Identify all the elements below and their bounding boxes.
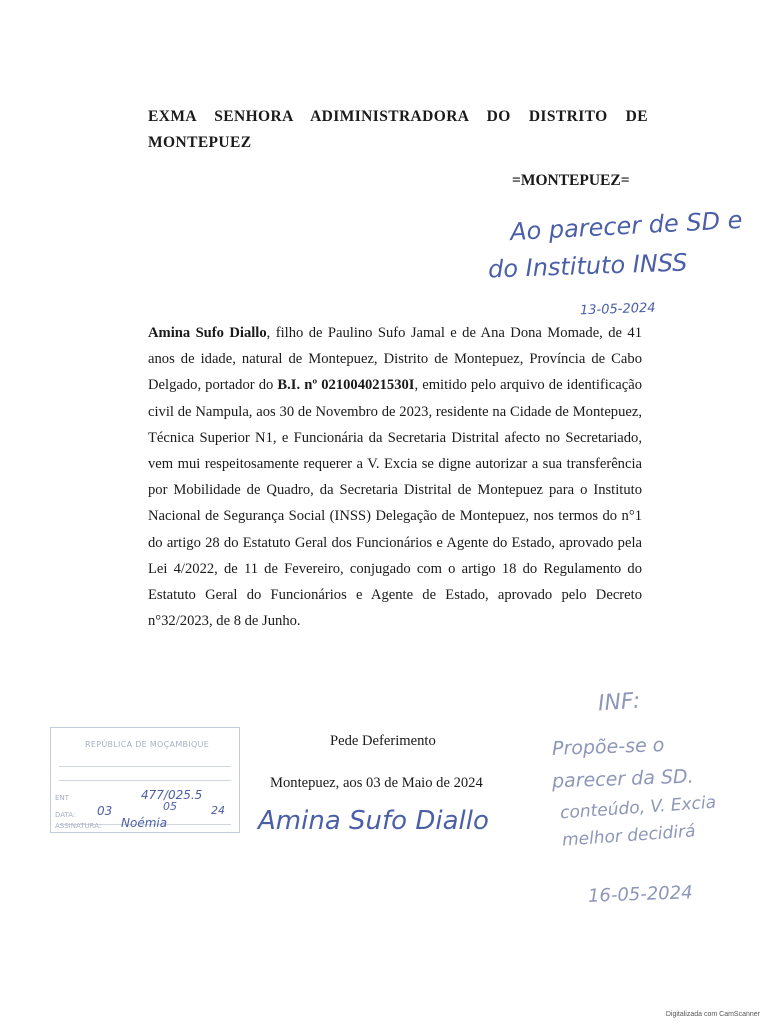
applicant-signature: Amina Sufo Diallo: [258, 806, 489, 836]
stamp-signature: Noémia: [121, 816, 168, 830]
stamp-entry-label: ENT: [55, 794, 69, 802]
stamp-date-label: DATA:: [55, 811, 76, 819]
stamp-signature-label: ASSINATURA:: [55, 822, 102, 830]
id-number: B.I. nº 021004021530I: [277, 377, 415, 394]
stamp-title: REPÚBLICA DE MOÇAMBIQUE: [85, 740, 210, 749]
handwritten-dispatch-date: 13-05-2024: [579, 300, 656, 319]
handwritten-inf-date: 16-05-2024: [587, 882, 693, 907]
date-line: Montepuez, aos 03 de Maio de 2024: [270, 775, 483, 791]
handwritten-inf-line4: melhor decidirá: [561, 821, 697, 851]
handwritten-inf-title: INF:: [597, 688, 642, 717]
stamp-day: 03: [97, 804, 113, 818]
handwritten-dispatch-line1: Ao parecer de SD e: [509, 205, 744, 247]
entry-stamp: [50, 727, 240, 833]
body-part-2: , emitido pelo arquivo de identificação civil de Nampula, aos 30 de Novembro de 2023, residente na Cidade de Montepuez, Técnica Superior N1, e Funcionária da Secretaria Distrital afecto no Secretariado, vem mui respeitosamente requerer a V. Excia se digne autorizar a sua transferência por Mobilidade de Quadro, da Secretaria Distrital de Montepuez para o Instituto Nacional de Segurança Social (INSS) Delegação de Montepuez, nos termos do n°1 do artigo 28 do Estatuto Geral dos Funcionários e Agente do Estado, aprovado pela Lei 4/2022, de 11 de Fevereiro, conjugado com o artigo 18 do Regulamento do Estatuto Geral do Funcionários e Agente de Estado, aprovado pelo Decreto n°32/2023, de 8 de Junho.: [148, 377, 643, 630]
scanner-footer: Digitalizada com CamScanner: [665, 1011, 760, 1018]
stamp-month: 05: [163, 800, 177, 813]
handwritten-dispatch-line2: do Instituto INSS: [487, 248, 688, 284]
body-part-1: , filho de Paulino Sufo Jamal e de Ana Dona Momade, de 41 anos de idade, natural de Montepuez, Distrito de Montepuez, Província de Cabo Delgado, portador do: [148, 325, 642, 394]
letter-body: [148, 320, 642, 634]
handwritten-inf-line3: conteúdo, V. Excia: [559, 792, 717, 824]
letter-heading: EXMA SENHORA ADIMINISTRADORA DO DISTRITO DE MONTEPUEZ: [148, 108, 648, 151]
handwritten-inf-line2: parecer da SD.: [551, 765, 695, 793]
stamp-entry-number: 477/025.5: [141, 788, 203, 802]
handwritten-inf-line1: Propõe-se o: [551, 734, 665, 760]
applicant-name: Amina Sufo Diallo: [148, 325, 267, 341]
letter-place: =MONTEPUEZ=: [512, 172, 630, 189]
closing-text: Pede Deferimento: [330, 733, 436, 749]
stamp-year: 24: [211, 804, 225, 817]
